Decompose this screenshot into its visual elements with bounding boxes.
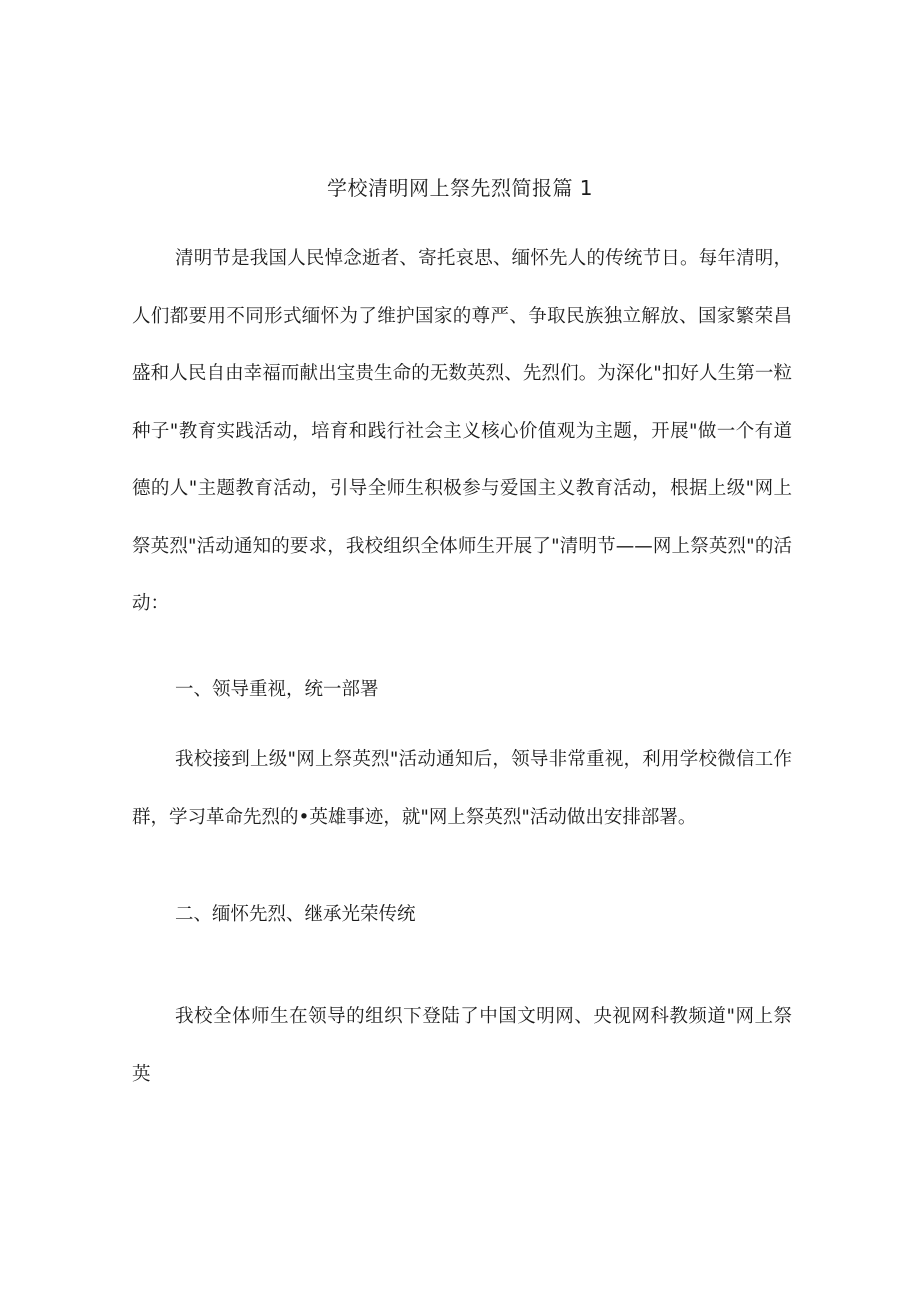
section-2-paragraph: 我校全体师生在领导的组织下登陆了中国文明网、央视网科教频道"网上祭英 xyxy=(132,1006,792,1085)
section-2-heading: 二、缅怀先烈、继承光荣传统 xyxy=(175,904,416,925)
section-1-paragraph: 我校接到上级"网上祭英烈"活动通知后，领导非常重视，利用学校微信工作群，学习革命先烈的•英雄事迹，就"网上祭英烈"活动做出安排部署。 xyxy=(132,749,792,828)
section-1-heading: 一、领导重视，统一部署 xyxy=(175,679,379,700)
document-title: 学校清明网上祭先烈简报篇 1 xyxy=(326,176,594,200)
intro-paragraph: 清明节是我国人民悼念逝者、寄托哀思、缅怀先人的传统节日。每年清明，人们都要用不同形式缅怀为了维护国家的尊严、争取民族独立解放、国家繁荣昌盛和人民自由幸福而献出宝贵生命的无数英烈、先烈们。为深化"扣好人生第一粒种子"教育实践活动，培育和践行社会主义核心价值观为主题，开展"做一个有道德的人"主题教育活动，引导全师生积极参与爱国主义教育活动，根据上级"网上祭英烈"活动通知的要求，我校组织全体师生开展了"清明节——网上祭英烈"的活动： xyxy=(132,248,792,614)
